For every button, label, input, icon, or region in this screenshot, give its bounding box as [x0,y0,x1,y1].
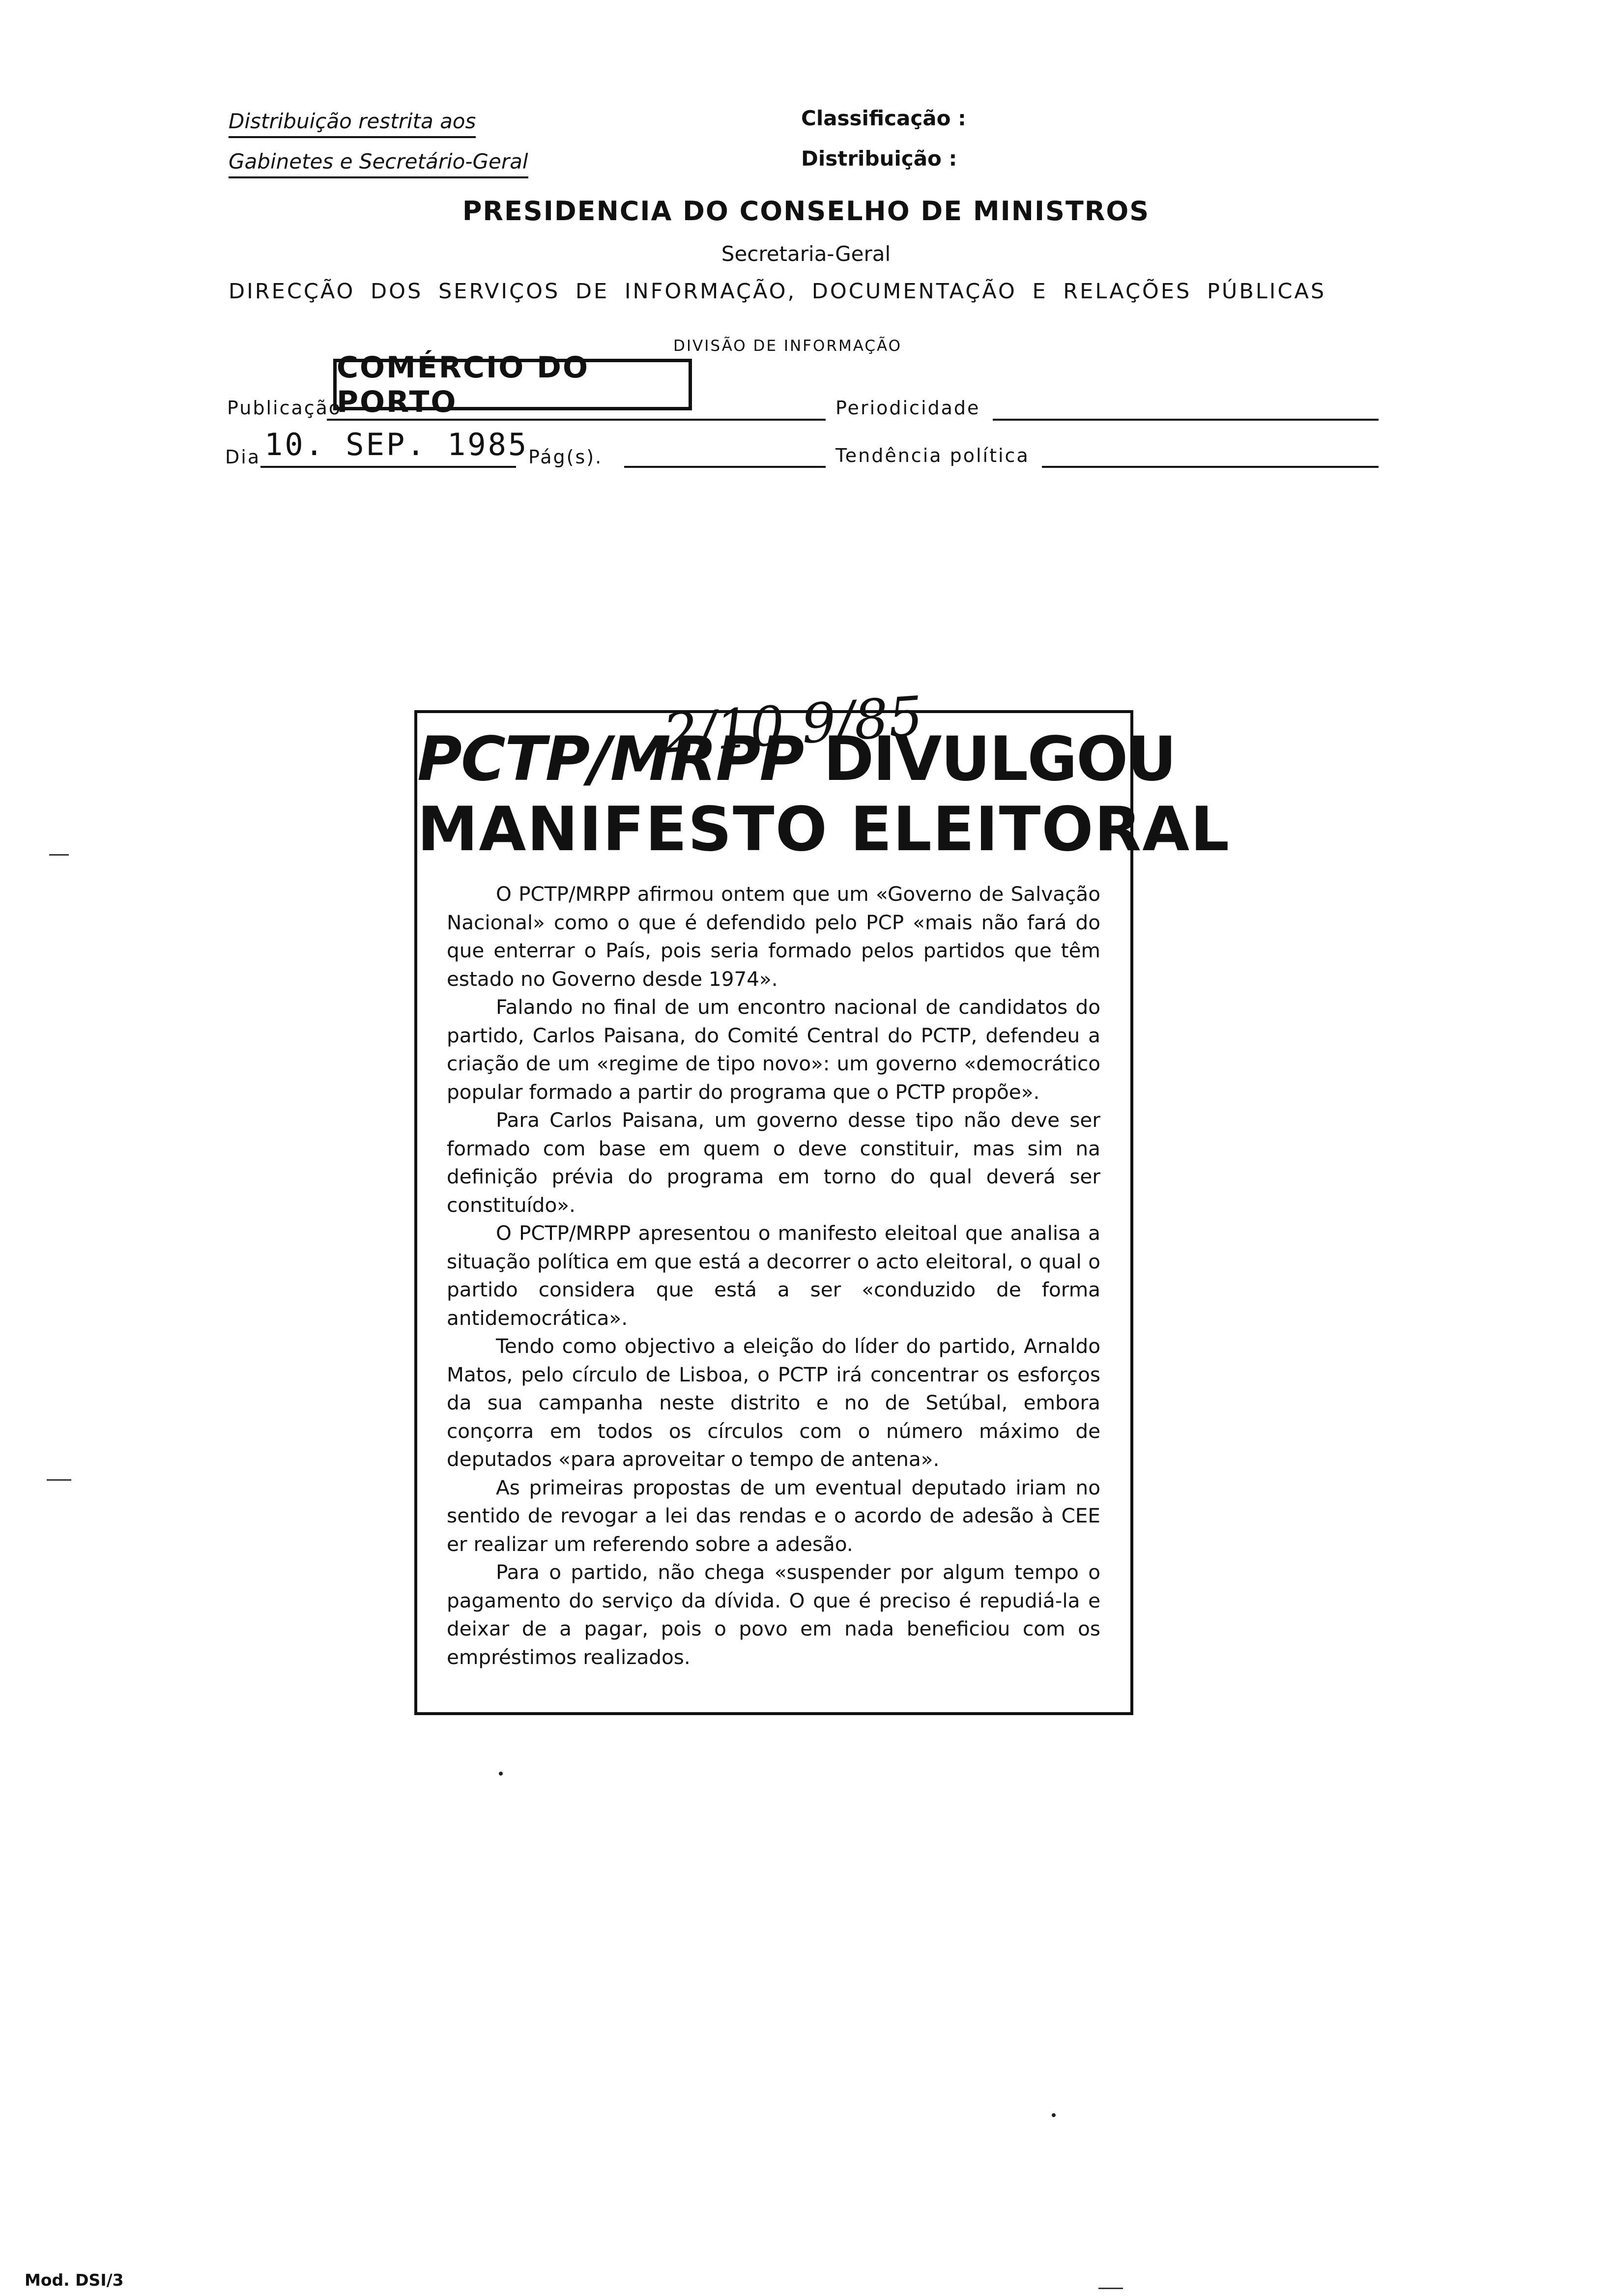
division-line: DIVISÃO DE INFORMAÇÃO [673,337,902,355]
restricted-distribution-line2: Gabinetes e Secretário-Geral [229,149,528,178]
headline-line2: MANIFESTO ELEITORAL [417,794,1231,865]
article-paragraph: Tendo como objectivo a eleição do líder do partido, Arnaldo Matos, pelo círculo de Lisboa, o PCTP irá concentrar os esforços da sua campanha neste distrito e no de Setúbal, embora conçorra em todos os círculos com o número máximo de deputados «para aproveitar o tempo de antena». [447,1334,1100,1471]
form-code: Mod. DSI/3 [25,2270,124,2290]
date-stamp: 10. SEP. 1985 [264,427,529,462]
periodicidade-line [993,419,1379,421]
institution-title: PRESIDENCIA DO CONSELHO DE MINISTROS [462,196,1150,227]
article-paragraph: Para Carlos Paisana, um governo desse tipo não deve ser formado com base em quem o deve constituir, mas sim na definição prévia do programa em torno do qual deverá ser constituído». [447,1108,1100,1217]
periodicidade-label: Periodicidade [835,397,980,419]
pags-label: Pág(s). [528,446,603,468]
publicacao-line [327,419,826,421]
article-paragraph: Para o partido, não chega «suspender por algum tempo o pagamento do serviço da dívida. O que é preciso é repudiá-la e deixar de a pagar, pois o povo em nada beneficiou com os empréstimos realizados. [447,1560,1100,1669]
article-paragraph: O PCTP/MRPP apresentou o manifesto eleitoal que analisa a situação política em que está a decorrer o acto eleitoral, o qual o partido considera que está a ser «conduzido de forma antidemocrática». [447,1221,1100,1330]
article-paragraph: O PCTP/MRPP afirmou ontem que um «Governo de Salvação Nacional» como o que é defendido pelo PCP «mais não fará do que enterrar o País, pois seria formado pelos partidos que têm estado no Governo desde 1974». [447,882,1100,991]
pags-line [624,466,826,468]
scan-speck [1052,2113,1056,2117]
publicacao-label: Publicação [227,397,342,419]
scan-speck [499,1772,503,1776]
article-paragraph: As primeiras propostas de um eventual deputado iriam no sentido de revogar a lei das rendas e o acordo de adesão à CEE er realizar um referendo sobre a adesão. [447,1475,1100,1556]
headline-party: PCTP/MRPP [417,724,804,795]
article-body [447,880,1100,1671]
headline-verb: DIVULGOU [823,724,1176,795]
institution-subtitle: Secretaria-Geral [721,242,891,266]
classificacao-label: Classificação : [801,106,966,130]
tendencia-line [1042,466,1379,468]
article-paragraph: Falando no final de um encontro nacional de candidatos do partido, Carlos Paisana, do Comité Central do PCTP, defendeu a criação de um «regime de tipo novo»: um governo «democrático popular formado a partir do programa que o PCTP propõe». [447,995,1100,1104]
tendencia-label: Tendência política [835,445,1030,466]
newspaper-clipping [414,684,1231,1715]
dia-line [260,466,516,468]
directorate-line: DIRECÇÃO DOS SERVIÇOS DE INFORMAÇÃO, DOCUMENTAÇÃO E RELAÇÕES PÚBLICAS [229,279,1326,304]
scan-mark [49,854,69,856]
distribuicao-label: Distribuição : [801,146,957,171]
restricted-distribution-line1: Distribuição restrita aos [229,109,476,138]
scan-mark [47,1479,71,1481]
dia-label: Dia [225,446,261,468]
handwritten-date-note: 2/10.9/85 [661,684,925,766]
scan-mark [1098,2288,1123,2289]
publication-stamp: COMÉRCIO DO PORTO [333,359,692,410]
headline-line1 [417,724,1176,795]
